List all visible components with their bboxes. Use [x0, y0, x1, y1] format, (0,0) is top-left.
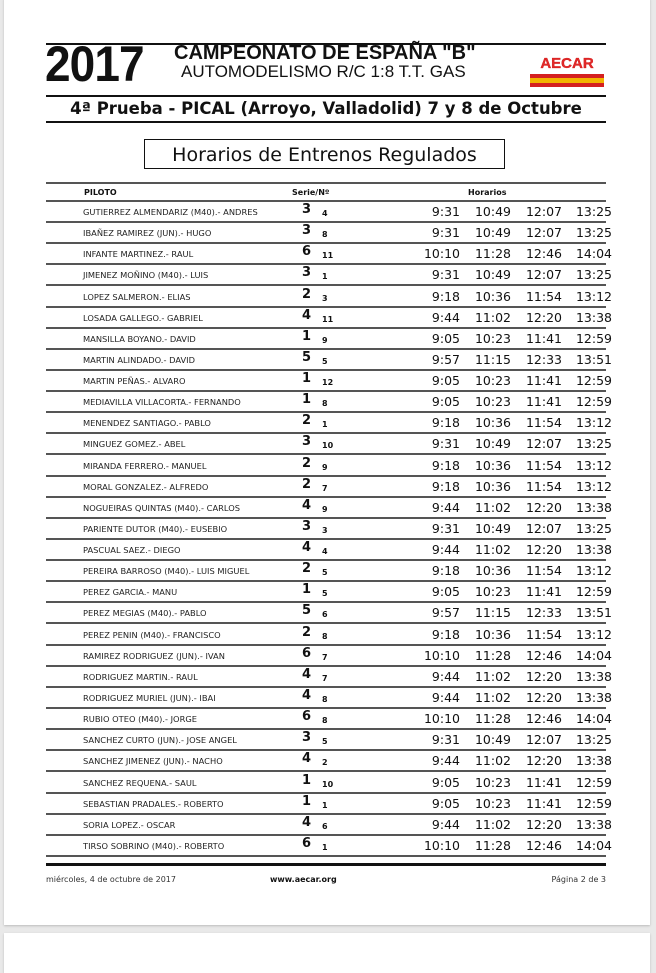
- session-time-1: 9:05: [431, 373, 460, 389]
- table-row: [46, 582, 612, 603]
- footer-page-number: Página 2 de 3: [551, 875, 606, 884]
- session-time-4: 14:04: [575, 246, 612, 262]
- session-time-2: 11:02: [474, 542, 511, 558]
- session-time-4: 13:25: [575, 267, 612, 283]
- pilot-name: PASCUAL SAEZ.- DIEGO: [83, 545, 181, 556]
- session-time-2: 10:36: [474, 626, 511, 642]
- session-time-3: 12:20: [525, 499, 562, 515]
- session-time-3: 11:54: [525, 457, 562, 473]
- start-number: 1: [322, 800, 328, 810]
- serie-number: 6: [302, 244, 312, 260]
- year: 2017: [45, 36, 144, 92]
- pilot-name: PEREZ PENIN (M40).- FRANCISCO: [83, 629, 221, 640]
- start-number: 5: [322, 568, 328, 578]
- session-time-4: 13:25: [575, 520, 612, 536]
- footer-website[interactable]: www.aecar.org: [270, 875, 337, 884]
- start-number: 9: [322, 504, 328, 514]
- table-row: [46, 687, 612, 709]
- session-time-1: 9:57: [431, 605, 460, 621]
- serie-number: 6: [302, 835, 312, 851]
- start-number: 11: [322, 314, 334, 324]
- session-time-2: 10:49: [474, 436, 511, 452]
- session-time-1: 10:10: [423, 647, 460, 663]
- championship-subtitle: AUTOMODELISMO R/C 1:8 T.T. GAS: [181, 62, 466, 81]
- serie-number: 6: [302, 709, 312, 725]
- header-serie: Serie/Nº: [292, 188, 330, 197]
- session-time-3: 12:20: [525, 816, 562, 832]
- session-time-2: 10:49: [474, 732, 511, 748]
- table-row: [46, 666, 612, 688]
- session-time-3: 11:41: [525, 774, 562, 790]
- pilot-name: JIMENEZ MOÑINO (M40).- LUIS: [83, 270, 209, 281]
- session-time-4: 12:59: [575, 330, 612, 346]
- table-row: [46, 307, 612, 329]
- pilot-name: NOGUEIRAS QUINTAS (M40).- CARLOS: [83, 502, 241, 513]
- session-time-2: 11:28: [474, 647, 511, 663]
- pilot-name: SORIA LOPEZ.- OSCAR: [83, 819, 176, 830]
- session-time-2: 10:23: [474, 394, 511, 410]
- session-time-3: 11:54: [525, 563, 562, 579]
- table-row: [46, 645, 612, 667]
- session-time-1: 9:44: [431, 668, 460, 684]
- session-time-1: 9:44: [431, 542, 460, 558]
- start-number: 9: [322, 335, 328, 345]
- session-time-1: 9:31: [431, 436, 460, 452]
- serie-number: 4: [302, 540, 312, 556]
- pilot-name: PEREZ GARCIA.- MANU: [83, 587, 178, 598]
- session-time-3: 11:54: [525, 288, 562, 304]
- table-row: [46, 793, 612, 815]
- serie-number: 3: [302, 434, 312, 450]
- pilot-name: MORAL GONZALEZ.- ALFREDO: [83, 481, 209, 492]
- session-time-1: 10:10: [423, 837, 460, 853]
- session-time-1: 9:18: [431, 415, 460, 431]
- table-row: [46, 392, 612, 413]
- session-time-2: 10:36: [474, 457, 511, 473]
- pilot-name: LOSADA GALLEGO.- GABRIEL: [83, 312, 203, 323]
- serie-number: 5: [302, 349, 312, 365]
- session-time-1: 9:05: [431, 330, 460, 346]
- session-time-1: 9:44: [431, 499, 460, 515]
- session-time-2: 11:15: [474, 605, 511, 621]
- table-row: [46, 265, 612, 286]
- start-number: 5: [322, 737, 328, 747]
- session-time-1: 9:18: [431, 478, 460, 494]
- session-time-3: 12:46: [525, 246, 562, 262]
- session-time-2: 10:36: [474, 563, 511, 579]
- session-time-2: 11:28: [474, 246, 511, 262]
- pilot-name: PARIENTE DUTOR (M40).- EUSEBIO: [83, 523, 228, 534]
- pilot-name: MINGUEZ GOMEZ.- ABEL: [83, 439, 186, 450]
- table-row: [46, 434, 612, 455]
- pilot-name: IBAÑEZ RAMIREZ (JUN).- HUGO: [83, 228, 212, 239]
- pilot-name: PEREZ MEGIAS (M40).- PABLO: [83, 608, 207, 619]
- session-time-4: 12:59: [575, 584, 612, 600]
- session-time-1: 9:44: [431, 309, 460, 325]
- session-time-3: 11:54: [525, 626, 562, 642]
- session-time-1: 10:10: [423, 711, 460, 727]
- session-time-1: 9:31: [431, 267, 460, 283]
- session-time-4: 14:04: [575, 647, 612, 663]
- table-row: [46, 603, 612, 624]
- session-time-1: 9:31: [431, 204, 460, 219]
- session-time-1: 9:05: [431, 584, 460, 600]
- session-time-4: 13:51: [575, 351, 612, 367]
- session-time-1: 9:44: [431, 689, 460, 705]
- aecar-logo: [530, 51, 604, 91]
- session-time-4: 13:38: [575, 542, 612, 558]
- pilot-name: LOPEZ SALMERON.- ELIAS: [83, 291, 191, 302]
- start-number: 9: [322, 462, 328, 472]
- session-time-4: 13:25: [575, 204, 612, 219]
- table-row: [46, 835, 612, 857]
- table-row: [46, 497, 612, 519]
- serie-number: 5: [302, 603, 312, 619]
- start-number: 7: [322, 483, 328, 493]
- start-number: 1: [322, 272, 328, 282]
- session-time-3: 12:46: [525, 837, 562, 853]
- pilot-name: RODRIGUEZ MARTIN.- RAUL: [83, 671, 198, 682]
- session-time-4: 13:25: [575, 436, 612, 452]
- session-time-3: 12:33: [525, 351, 562, 367]
- session-time-4: 13:12: [575, 457, 612, 473]
- serie-number: 2: [302, 476, 312, 492]
- serie-number: 1: [302, 371, 312, 387]
- start-number: 1: [322, 842, 328, 852]
- session-time-2: 10:23: [474, 795, 511, 811]
- pilot-name: INFANTE MARTINEZ.- RAUL: [83, 249, 194, 260]
- session-time-2: 10:23: [474, 584, 511, 600]
- start-number: 3: [322, 293, 328, 303]
- session-time-4: 13:25: [575, 732, 612, 748]
- session-time-4: 13:12: [575, 626, 612, 642]
- start-number: 10: [322, 441, 334, 451]
- start-number: 8: [322, 694, 328, 704]
- session-time-3: 12:07: [525, 732, 562, 748]
- session-time-2: 11:02: [474, 668, 511, 684]
- serie-number: 4: [302, 307, 312, 323]
- start-number: 12: [322, 378, 334, 388]
- session-time-3: 12:07: [525, 520, 562, 536]
- start-number: 3: [322, 525, 328, 535]
- session-time-3: 12:07: [525, 204, 562, 219]
- session-time-1: 9:31: [431, 225, 460, 241]
- session-time-3: 12:07: [525, 267, 562, 283]
- start-number: 8: [322, 631, 328, 641]
- serie-number: 2: [302, 413, 312, 429]
- start-number: 7: [322, 652, 328, 662]
- serie-number: 1: [302, 793, 312, 809]
- table-row: [46, 223, 612, 244]
- header-piloto: PILOTO: [84, 188, 117, 197]
- pilot-name: RUBIO OTEO (M40).- JORGE: [83, 714, 198, 725]
- header-horarios: Horarios: [468, 188, 507, 197]
- pilot-name: TIRSO SOBRINO (M40).- ROBERTO: [83, 840, 225, 851]
- session-time-4: 13:12: [575, 563, 612, 579]
- session-time-1: 9:57: [431, 351, 460, 367]
- session-time-2: 11:02: [474, 689, 511, 705]
- pilot-name: MARTIN ALINDADO.- DAVID: [83, 354, 195, 365]
- session-time-3: 11:41: [525, 795, 562, 811]
- session-time-3: 11:54: [525, 415, 562, 431]
- session-time-4: 14:04: [575, 837, 612, 853]
- session-time-2: 10:49: [474, 225, 511, 241]
- serie-number: 4: [302, 687, 312, 703]
- session-time-4: 13:38: [575, 753, 612, 769]
- session-time-2: 10:49: [474, 267, 511, 283]
- start-number: 6: [322, 610, 328, 620]
- serie-number: 1: [302, 328, 312, 344]
- serie-number: 3: [302, 730, 312, 746]
- session-time-4: 13:38: [575, 668, 612, 684]
- session-time-2: 11:15: [474, 351, 511, 367]
- table-row: [46, 476, 612, 498]
- table-row: [46, 244, 612, 265]
- serie-number: 3: [302, 518, 312, 534]
- event-rule: [46, 121, 606, 123]
- start-number: 8: [322, 716, 328, 726]
- section-title: Horarios de Entrenos Regulados: [144, 139, 505, 169]
- table-row: [46, 624, 612, 646]
- pilot-name: MARTIN PEÑAS.- ALVARO: [83, 376, 186, 387]
- session-time-1: 9:18: [431, 563, 460, 579]
- table-row: [46, 540, 612, 561]
- session-time-3: 12:46: [525, 711, 562, 727]
- pilot-name: SANCHEZ REQUENA.- SAUL: [83, 777, 197, 788]
- table-row: [46, 371, 612, 392]
- session-time-1: 9:05: [431, 394, 460, 410]
- session-time-2: 11:02: [474, 499, 511, 515]
- table-row: [46, 709, 612, 730]
- serie-number: 2: [302, 286, 312, 302]
- start-number: 10: [322, 779, 334, 789]
- session-time-2: 11:02: [474, 816, 511, 832]
- session-time-2: 10:23: [474, 330, 511, 346]
- start-number: 2: [322, 758, 328, 768]
- session-time-2: 10:36: [474, 478, 511, 494]
- pilot-name: RODRIGUEZ MURIEL (JUN).- IBAI: [83, 692, 216, 703]
- session-time-3: 12:46: [525, 647, 562, 663]
- start-number: 4: [322, 547, 328, 557]
- session-time-1: 9:05: [431, 774, 460, 790]
- session-time-4: 13:38: [575, 499, 612, 515]
- header-rule: [46, 95, 606, 97]
- session-time-3: 11:41: [525, 394, 562, 410]
- session-time-2: 10:23: [474, 373, 511, 389]
- start-number: 5: [322, 589, 328, 599]
- session-time-4: 13:51: [575, 605, 612, 621]
- pilot-name: MIRANDA FERRERO.- MANUEL: [83, 460, 207, 471]
- serie-number: 4: [302, 751, 312, 767]
- session-time-3: 12:20: [525, 668, 562, 684]
- session-time-4: 12:59: [575, 795, 612, 811]
- session-time-4: 12:59: [575, 373, 612, 389]
- session-time-4: 13:25: [575, 225, 612, 241]
- session-time-4: 13:38: [575, 816, 612, 832]
- serie-number: 2: [302, 561, 312, 577]
- table-row: [46, 328, 612, 350]
- table-row: [46, 561, 612, 582]
- session-time-3: 12:20: [525, 689, 562, 705]
- session-time-4: 13:12: [575, 415, 612, 431]
- table-row: [46, 202, 612, 223]
- table-row: [46, 730, 612, 751]
- session-time-1: 10:10: [423, 246, 460, 262]
- pilot-name: MENENDEZ SANTIAGO.- PABLO: [83, 418, 211, 429]
- session-time-3: 11:54: [525, 478, 562, 494]
- table-row: [46, 518, 612, 540]
- serie-number: 1: [302, 772, 312, 788]
- session-time-4: 13:38: [575, 689, 612, 705]
- session-time-4: 14:04: [575, 711, 612, 727]
- session-time-4: 13:38: [575, 309, 612, 325]
- serie-number: 3: [302, 265, 312, 281]
- session-time-3: 11:41: [525, 330, 562, 346]
- serie-number: 4: [302, 497, 312, 513]
- session-time-4: 12:59: [575, 774, 612, 790]
- session-time-1: 9:18: [431, 288, 460, 304]
- serie-number: 2: [302, 624, 312, 640]
- session-time-4: 13:12: [575, 288, 612, 304]
- session-time-3: 12:33: [525, 605, 562, 621]
- serie-number: 6: [302, 645, 312, 661]
- session-time-3: 12:07: [525, 225, 562, 241]
- session-time-2: 10:36: [474, 288, 511, 304]
- pilot-name: SANCHEZ JIMENEZ (JUN).- NACHO: [83, 756, 223, 767]
- session-time-1: 9:44: [431, 816, 460, 832]
- table-row: [46, 772, 612, 794]
- start-number: 6: [322, 821, 328, 831]
- serie-number: 1: [302, 392, 312, 408]
- start-number: 1: [322, 420, 328, 430]
- table-row: [46, 286, 612, 308]
- footer-date: miércoles, 4 de octubre de 2017: [46, 875, 176, 884]
- session-time-3: 11:41: [525, 584, 562, 600]
- session-time-2: 10:49: [474, 204, 511, 219]
- serie-number: 1: [302, 582, 312, 598]
- session-time-3: 12:20: [525, 542, 562, 558]
- start-number: 4: [322, 209, 328, 218]
- session-time-4: 12:59: [575, 394, 612, 410]
- table-top-rule: [46, 182, 606, 184]
- session-time-3: 12:20: [525, 309, 562, 325]
- session-time-2: 11:02: [474, 753, 511, 769]
- session-time-2: 11:02: [474, 309, 511, 325]
- start-number: 8: [322, 399, 328, 409]
- serie-number: 4: [302, 814, 312, 830]
- table-row: [46, 455, 612, 477]
- table-row: [46, 751, 612, 772]
- serie-number: 3: [302, 223, 312, 239]
- session-time-3: 12:07: [525, 436, 562, 452]
- pilot-name: PEREIRA BARROSO (M40).- LUIS MIGUEL: [83, 566, 250, 577]
- session-time-1: 9:31: [431, 520, 460, 536]
- pilot-name: SANCHEZ CURTO (JUN).- JOSE ANGEL: [83, 735, 237, 746]
- logo-text: AECAR: [540, 55, 594, 72]
- start-number: 7: [322, 673, 328, 683]
- session-time-3: 12:20: [525, 753, 562, 769]
- pilot-name: GUTIERREZ ALMENDARIZ (M40).- ANDRES: [83, 207, 258, 217]
- session-time-1: 9:31: [431, 732, 460, 748]
- table-row: [46, 349, 612, 371]
- serie-number: 4: [302, 666, 312, 682]
- footer-rule: [46, 863, 606, 866]
- championship-title: CAMPEONATO DE ESPAÑA "B": [174, 42, 476, 64]
- pilot-name: MANSILLA BOYANO.- DAVID: [83, 333, 196, 344]
- pilot-name: RAMIREZ RODRIGUEZ (JUN).- IVAN: [83, 650, 225, 661]
- session-time-1: 9:18: [431, 457, 460, 473]
- session-time-2: 10:49: [474, 520, 511, 536]
- session-time-4: 13:12: [575, 478, 612, 494]
- start-number: 5: [322, 356, 328, 366]
- table-row: [46, 413, 612, 434]
- next-page: [4, 933, 650, 973]
- start-number: 8: [322, 230, 328, 240]
- document-page: [4, 0, 650, 925]
- serie-number: 3: [302, 202, 312, 217]
- session-time-1: 9:44: [431, 753, 460, 769]
- session-time-2: 11:28: [474, 837, 511, 853]
- pilot-name: MEDIAVILLA VILLACORTA.- FERNANDO: [83, 397, 241, 408]
- session-time-3: 11:41: [525, 373, 562, 389]
- start-number: 11: [322, 251, 334, 261]
- session-time-2: 10:23: [474, 774, 511, 790]
- session-time-1: 9:05: [431, 795, 460, 811]
- pilot-name: SEBASTIAN PRADALES.- ROBERTO: [83, 798, 224, 809]
- event-title: 4ª Prueba - PICAL (Arroyo, Valladolid) 7 y 8 de Octubre: [70, 99, 582, 118]
- session-time-2: 11:28: [474, 711, 511, 727]
- table-row: [46, 814, 612, 836]
- session-time-1: 9:18: [431, 626, 460, 642]
- serie-number: 2: [302, 455, 312, 471]
- session-time-2: 10:36: [474, 415, 511, 431]
